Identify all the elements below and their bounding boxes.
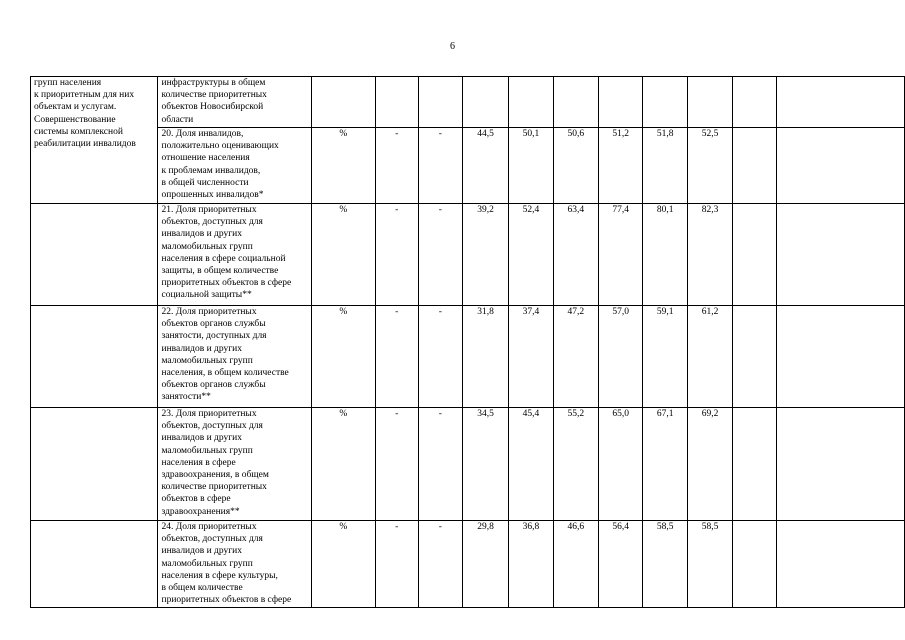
- value-cell: 58,5: [687, 521, 732, 608]
- value-cell: [418, 77, 462, 128]
- value-cell: -: [375, 408, 418, 521]
- note-cell: [777, 521, 905, 608]
- value-cell: 59,1: [643, 306, 687, 408]
- note-cell: [777, 128, 905, 204]
- value-cell: 80,1: [643, 204, 687, 306]
- value-cell: 67,1: [643, 408, 687, 521]
- indicator-name-cell: 22. Доля приоритетных объектов органов службы занятости, доступных для инвалидов и других маломобильных групп населения, в общем количестве объектов органов службы занятости**: [158, 306, 312, 408]
- value-cell: -: [418, 408, 462, 521]
- indicator-name-cell: 20. Доля инвалидов, положительно оценивающих отношение населения к проблемам инвалидов, в общей численности опрошенных инвалидов*: [158, 128, 312, 204]
- value-cell: 52,5: [687, 128, 732, 204]
- value-cell: [733, 77, 777, 128]
- value-cell: 56,4: [599, 521, 643, 608]
- unit-cell: [312, 77, 376, 128]
- value-cell: 37,4: [509, 306, 553, 408]
- value-cell: [733, 521, 777, 608]
- task-description-cell: [31, 521, 158, 608]
- value-cell: [733, 306, 777, 408]
- value-cell: [733, 204, 777, 306]
- table-row: [31, 128, 905, 204]
- indicator-name-cell: 23. Доля приоритетных объектов, доступных для инвалидов и других маломобильных групп населения в сфере здравоохранения, в общем количестве приоритетных объектов в сфере здравоохранения**: [158, 408, 312, 521]
- table-row: [31, 204, 905, 306]
- value-cell: [687, 77, 732, 128]
- value-cell: -: [375, 128, 418, 204]
- value-cell: 44,5: [462, 128, 508, 204]
- value-cell: 39,2: [462, 204, 508, 306]
- task-description-cell: [31, 306, 158, 408]
- value-cell: -: [418, 306, 462, 408]
- table-row: [31, 408, 905, 521]
- page-number: 6: [450, 41, 455, 52]
- value-cell: 77,4: [599, 204, 643, 306]
- table-row: [31, 306, 905, 408]
- value-cell: 50,1: [509, 128, 553, 204]
- value-cell: 52,4: [509, 204, 553, 306]
- value-cell: -: [375, 521, 418, 608]
- value-cell: 55,2: [553, 408, 598, 521]
- value-cell: -: [375, 306, 418, 408]
- table-row: [31, 77, 905, 128]
- value-cell: 63,4: [553, 204, 598, 306]
- value-cell: [375, 77, 418, 128]
- value-cell: 47,2: [553, 306, 598, 408]
- indicator-name-cell: 24. Доля приоритетных объектов, доступных для инвалидов и других маломобильных групп населения в сфере культуры, в общем количестве приоритетных объектов в сфере: [158, 521, 312, 608]
- value-cell: -: [418, 204, 462, 306]
- task-description-cell: [31, 408, 158, 521]
- unit-cell: %: [312, 204, 376, 306]
- unit-cell: %: [312, 521, 376, 608]
- value-cell: -: [418, 128, 462, 204]
- indicator-name-cell: инфраструктуры в общем количестве приоритетных объектов Новосибирской области: [158, 77, 312, 128]
- value-cell: 57,0: [599, 306, 643, 408]
- value-cell: -: [375, 204, 418, 306]
- unit-cell: %: [312, 128, 376, 204]
- value-cell: [733, 408, 777, 521]
- value-cell: [599, 77, 643, 128]
- value-cell: 51,2: [599, 128, 643, 204]
- value-cell: [733, 128, 777, 204]
- value-cell: [643, 77, 687, 128]
- note-cell: [777, 77, 905, 128]
- value-cell: 50,6: [553, 128, 598, 204]
- value-cell: 65,0: [599, 408, 643, 521]
- task-description-cell: [31, 204, 158, 306]
- note-cell: [777, 306, 905, 408]
- value-cell: [462, 77, 508, 128]
- table-row: [31, 521, 905, 608]
- value-cell: 51,8: [643, 128, 687, 204]
- value-cell: 61,2: [687, 306, 732, 408]
- value-cell: 82,3: [687, 204, 732, 306]
- note-cell: [777, 408, 905, 521]
- task-description-cell: групп населения к приоритетным для них объектам и услугам. Совершенствование системы комплексной реабилитации инвалидов: [31, 77, 158, 204]
- table-body: [31, 77, 905, 608]
- value-cell: 69,2: [687, 408, 732, 521]
- note-cell: [777, 204, 905, 306]
- value-cell: -: [418, 521, 462, 608]
- unit-cell: %: [312, 408, 376, 521]
- value-cell: 45,4: [509, 408, 553, 521]
- value-cell: 34,5: [462, 408, 508, 521]
- value-cell: 36,8: [509, 521, 553, 608]
- value-cell: 46,6: [553, 521, 598, 608]
- value-cell: [509, 77, 553, 128]
- indicator-name-cell: 21. Доля приоритетных объектов, доступных для инвалидов и других маломобильных групп населения в сфере социальной защиты, в общем количестве приоритетных объектов в сфере социальной защиты**: [158, 204, 312, 306]
- value-cell: 29,8: [462, 521, 508, 608]
- value-cell: 31,8: [462, 306, 508, 408]
- unit-cell: %: [312, 306, 376, 408]
- value-cell: 58,5: [643, 521, 687, 608]
- indicators-table: [30, 76, 905, 608]
- value-cell: [553, 77, 598, 128]
